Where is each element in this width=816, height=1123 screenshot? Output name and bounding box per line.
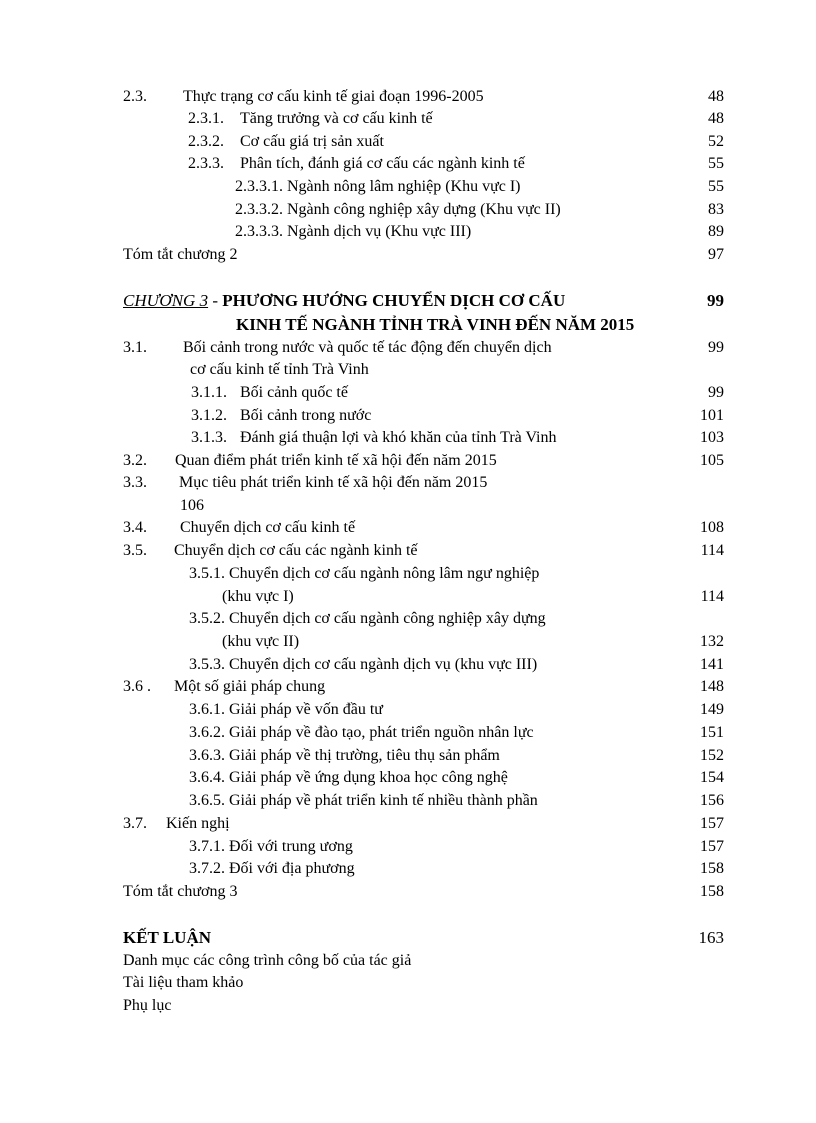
section-title: KẾT LUẬN (123, 928, 212, 947)
section-title: 3.6.4. Giải pháp về ứng dụng khoa học công nghệ (189, 769, 508, 786)
section-title-cont: (khu vực II) (222, 633, 300, 650)
page-number: 55 (708, 178, 724, 195)
section-number: 2.3.3. (188, 155, 224, 172)
page-number: 101 (700, 407, 724, 424)
page-number: 151 (700, 724, 724, 741)
section-title: 2.3.3.1. Ngành nông lâm nghiệp (Khu vực I) (235, 178, 521, 195)
chapter-heading-line1 (123, 290, 565, 312)
toc-entry-3-1-1 (0, 382, 816, 404)
page-number: 132 (700, 633, 724, 650)
chapter-title-line2: KINH TẾ NGÀNH TỈNH TRÀ VINH ĐẾN NĂM 2015 (236, 315, 635, 334)
chapter-3-heading-cont (0, 314, 816, 336)
section-number: 3.5. (123, 542, 147, 559)
section-title: Kiến nghị (166, 815, 230, 832)
section-title: 3.5.1. Chuyển dịch cơ cấu ngành nông lâm ngư nghiệp (189, 565, 540, 582)
page-number: 97 (708, 246, 724, 263)
page-number: 141 (700, 656, 724, 673)
section-number: 2.3.1. (188, 110, 224, 127)
page-number: 148 (700, 678, 724, 695)
page-number: 157 (700, 838, 724, 855)
page-number: 149 (700, 701, 724, 718)
section-title: Chuyển dịch cơ cấu kinh tế (180, 519, 356, 536)
chapter-label: CHƯƠNG 3 (123, 291, 209, 310)
section-title: Tăng trưởng và cơ cấu kinh tế (240, 110, 433, 127)
toc-entry-summary-2 (0, 244, 816, 266)
section-title: 3.5.3. Chuyển dịch cơ cấu ngành dịch vụ (khu vực III) (189, 656, 538, 673)
section-title: 2.3.3.2. Ngành công nghiệp xây dựng (Khu vực II) (235, 201, 561, 218)
page-number: 154 (700, 769, 724, 786)
section-title: 2.3.3.3. Ngành dịch vụ (Khu vực III) (235, 223, 472, 240)
section-number: 3.1.3. (191, 429, 227, 446)
section-number: 3.7. (123, 815, 147, 832)
toc-entry-2-3 (0, 86, 816, 108)
toc-entry-3-2 (0, 450, 816, 472)
section-number: 3.4. (123, 519, 147, 536)
toc-entry-2-3-3-1 (0, 176, 816, 198)
section-title: Phụ lục (123, 997, 172, 1014)
section-number: 2.3. (123, 88, 147, 105)
toc-entry-publications (0, 950, 816, 972)
section-title: Một số giải pháp chung (174, 678, 326, 695)
section-title: Danh mục các công trình công bố của tác giả (123, 952, 412, 969)
section-title: Tóm tắt chương 3 (123, 883, 238, 900)
section-title-cont: (khu vực I) (222, 588, 294, 605)
toc-entry-2-3-1 (0, 108, 816, 130)
section-title-cont: cơ cấu kinh tế tỉnh Trà Vinh (190, 361, 369, 378)
toc-entry-3-1-cont (0, 359, 816, 381)
section-number: 3.6 . (123, 678, 151, 695)
section-number: 3.3. (123, 474, 147, 491)
section-number: 3.1.2. (191, 407, 227, 424)
toc-entry-3-5-2-cont (0, 631, 816, 653)
toc-entry-3-6-1 (0, 699, 816, 721)
page-number: 157 (700, 815, 724, 832)
page-number: 52 (708, 133, 724, 150)
section-title: 3.7.1. Đối với trung ương (189, 838, 353, 855)
section-title: Đánh giá thuận lợi và khó khăn của tỉnh Trà Vinh (240, 429, 557, 446)
toc-entry-3-1-2 (0, 405, 816, 427)
page-number: 163 (698, 928, 724, 947)
toc-entry-3-6-2 (0, 722, 816, 744)
page-number: 114 (700, 588, 724, 605)
toc-entry-3-7-1 (0, 836, 816, 858)
page-number: 106 (180, 497, 204, 514)
page-number: 83 (708, 201, 724, 218)
toc-entry-3-5-3 (0, 654, 816, 676)
section-title: Thực trạng cơ cấu kinh tế giai đoạn 1996-2005 (183, 88, 484, 105)
toc-entry-3-6-5 (0, 790, 816, 812)
page-number: 48 (708, 88, 724, 105)
section-title: Bối cảnh quốc tế (240, 384, 348, 401)
toc-entry-3-6-3 (0, 745, 816, 767)
page-number: 55 (708, 155, 724, 172)
toc-entry-2-3-3 (0, 153, 816, 175)
toc-entry-3-3-page (0, 495, 816, 517)
toc-entry-summary-3 (0, 881, 816, 903)
section-title: Cơ cấu giá trị sản xuất (240, 133, 384, 150)
section-number: 2.3.2. (188, 133, 224, 150)
page-number: 114 (700, 542, 724, 559)
chapter-title-line1: PHƯƠNG HƯỚNG CHUYỂN DỊCH CƠ CẤU (222, 291, 566, 310)
page-number: 48 (708, 110, 724, 127)
toc-entry-3-6 (0, 676, 816, 698)
toc-entry-3-5 (0, 540, 816, 562)
section-title: 3.6.5. Giải pháp về phát triển kinh tế nhiều thành phần (189, 792, 538, 809)
section-title: 3.6.1. Giải pháp về vốn đầu tư (189, 701, 383, 718)
section-title: 3.7.2. Đối với địa phương (189, 860, 355, 877)
page-number: 158 (700, 860, 724, 877)
toc-entry-3-1-3 (0, 427, 816, 449)
section-title: Bối cảnh trong nước (240, 407, 372, 424)
page-number: 103 (700, 429, 724, 446)
toc-entry-3-6-4 (0, 767, 816, 789)
section-title: Tài liệu tham khảo (123, 974, 244, 991)
toc-entry-3-3 (0, 472, 816, 494)
section-title: Chuyển dịch cơ cấu các ngành kinh tế (174, 542, 418, 559)
page-number: 99 (708, 384, 724, 401)
toc-entry-conclusion (0, 927, 816, 949)
page-number: 156 (700, 792, 724, 809)
section-title: Tóm tắt chương 2 (123, 246, 238, 263)
toc-entry-appendix (0, 995, 816, 1017)
section-number: 3.1.1. (191, 384, 227, 401)
toc-entry-3-5-2 (0, 608, 816, 630)
toc-entry-3-4 (0, 517, 816, 539)
chapter-separator: - (208, 291, 223, 310)
toc-entry-3-1 (0, 337, 816, 359)
section-title: Phân tích, đánh giá cơ cấu các ngành kinh tế (240, 155, 525, 172)
toc-entry-2-3-3-2 (0, 199, 816, 221)
section-title: Quan điểm phát triển kinh tế xã hội đến năm 2015 (175, 452, 497, 469)
section-title: Mục tiêu phát triển kinh tế xã hội đến năm 2015 (179, 474, 488, 491)
toc-entry-3-7 (0, 813, 816, 835)
toc-entry-3-5-1-cont (0, 586, 816, 608)
page-number: 89 (708, 223, 724, 240)
chapter-3-heading (0, 290, 816, 312)
section-title: 3.6.3. Giải pháp về thị trường, tiêu thụ sản phẩm (189, 747, 500, 764)
page-number: 105 (700, 452, 724, 469)
toc-entry-2-3-3-3 (0, 221, 816, 243)
toc-entry-3-7-2 (0, 858, 816, 880)
section-title: 3.6.2. Giải pháp về đào tạo, phát triển nguồn nhân lực (189, 724, 534, 741)
section-number: 3.2. (123, 452, 147, 469)
page-number: 99 (708, 339, 724, 356)
page-number: 99 (707, 291, 724, 310)
toc-entry-3-5-1 (0, 563, 816, 585)
section-title: 3.5.2. Chuyển dịch cơ cấu ngành công nghiệp xây dựng (189, 610, 546, 627)
toc-entry-2-3-2 (0, 131, 816, 153)
toc-entry-references (0, 972, 816, 994)
page-number: 152 (700, 747, 724, 764)
section-number: 3.1. (123, 339, 147, 356)
page-number: 158 (700, 883, 724, 900)
page-number: 108 (700, 519, 724, 536)
section-title: Bối cảnh trong nước và quốc tế tác động đến chuyển dịch (183, 339, 552, 356)
